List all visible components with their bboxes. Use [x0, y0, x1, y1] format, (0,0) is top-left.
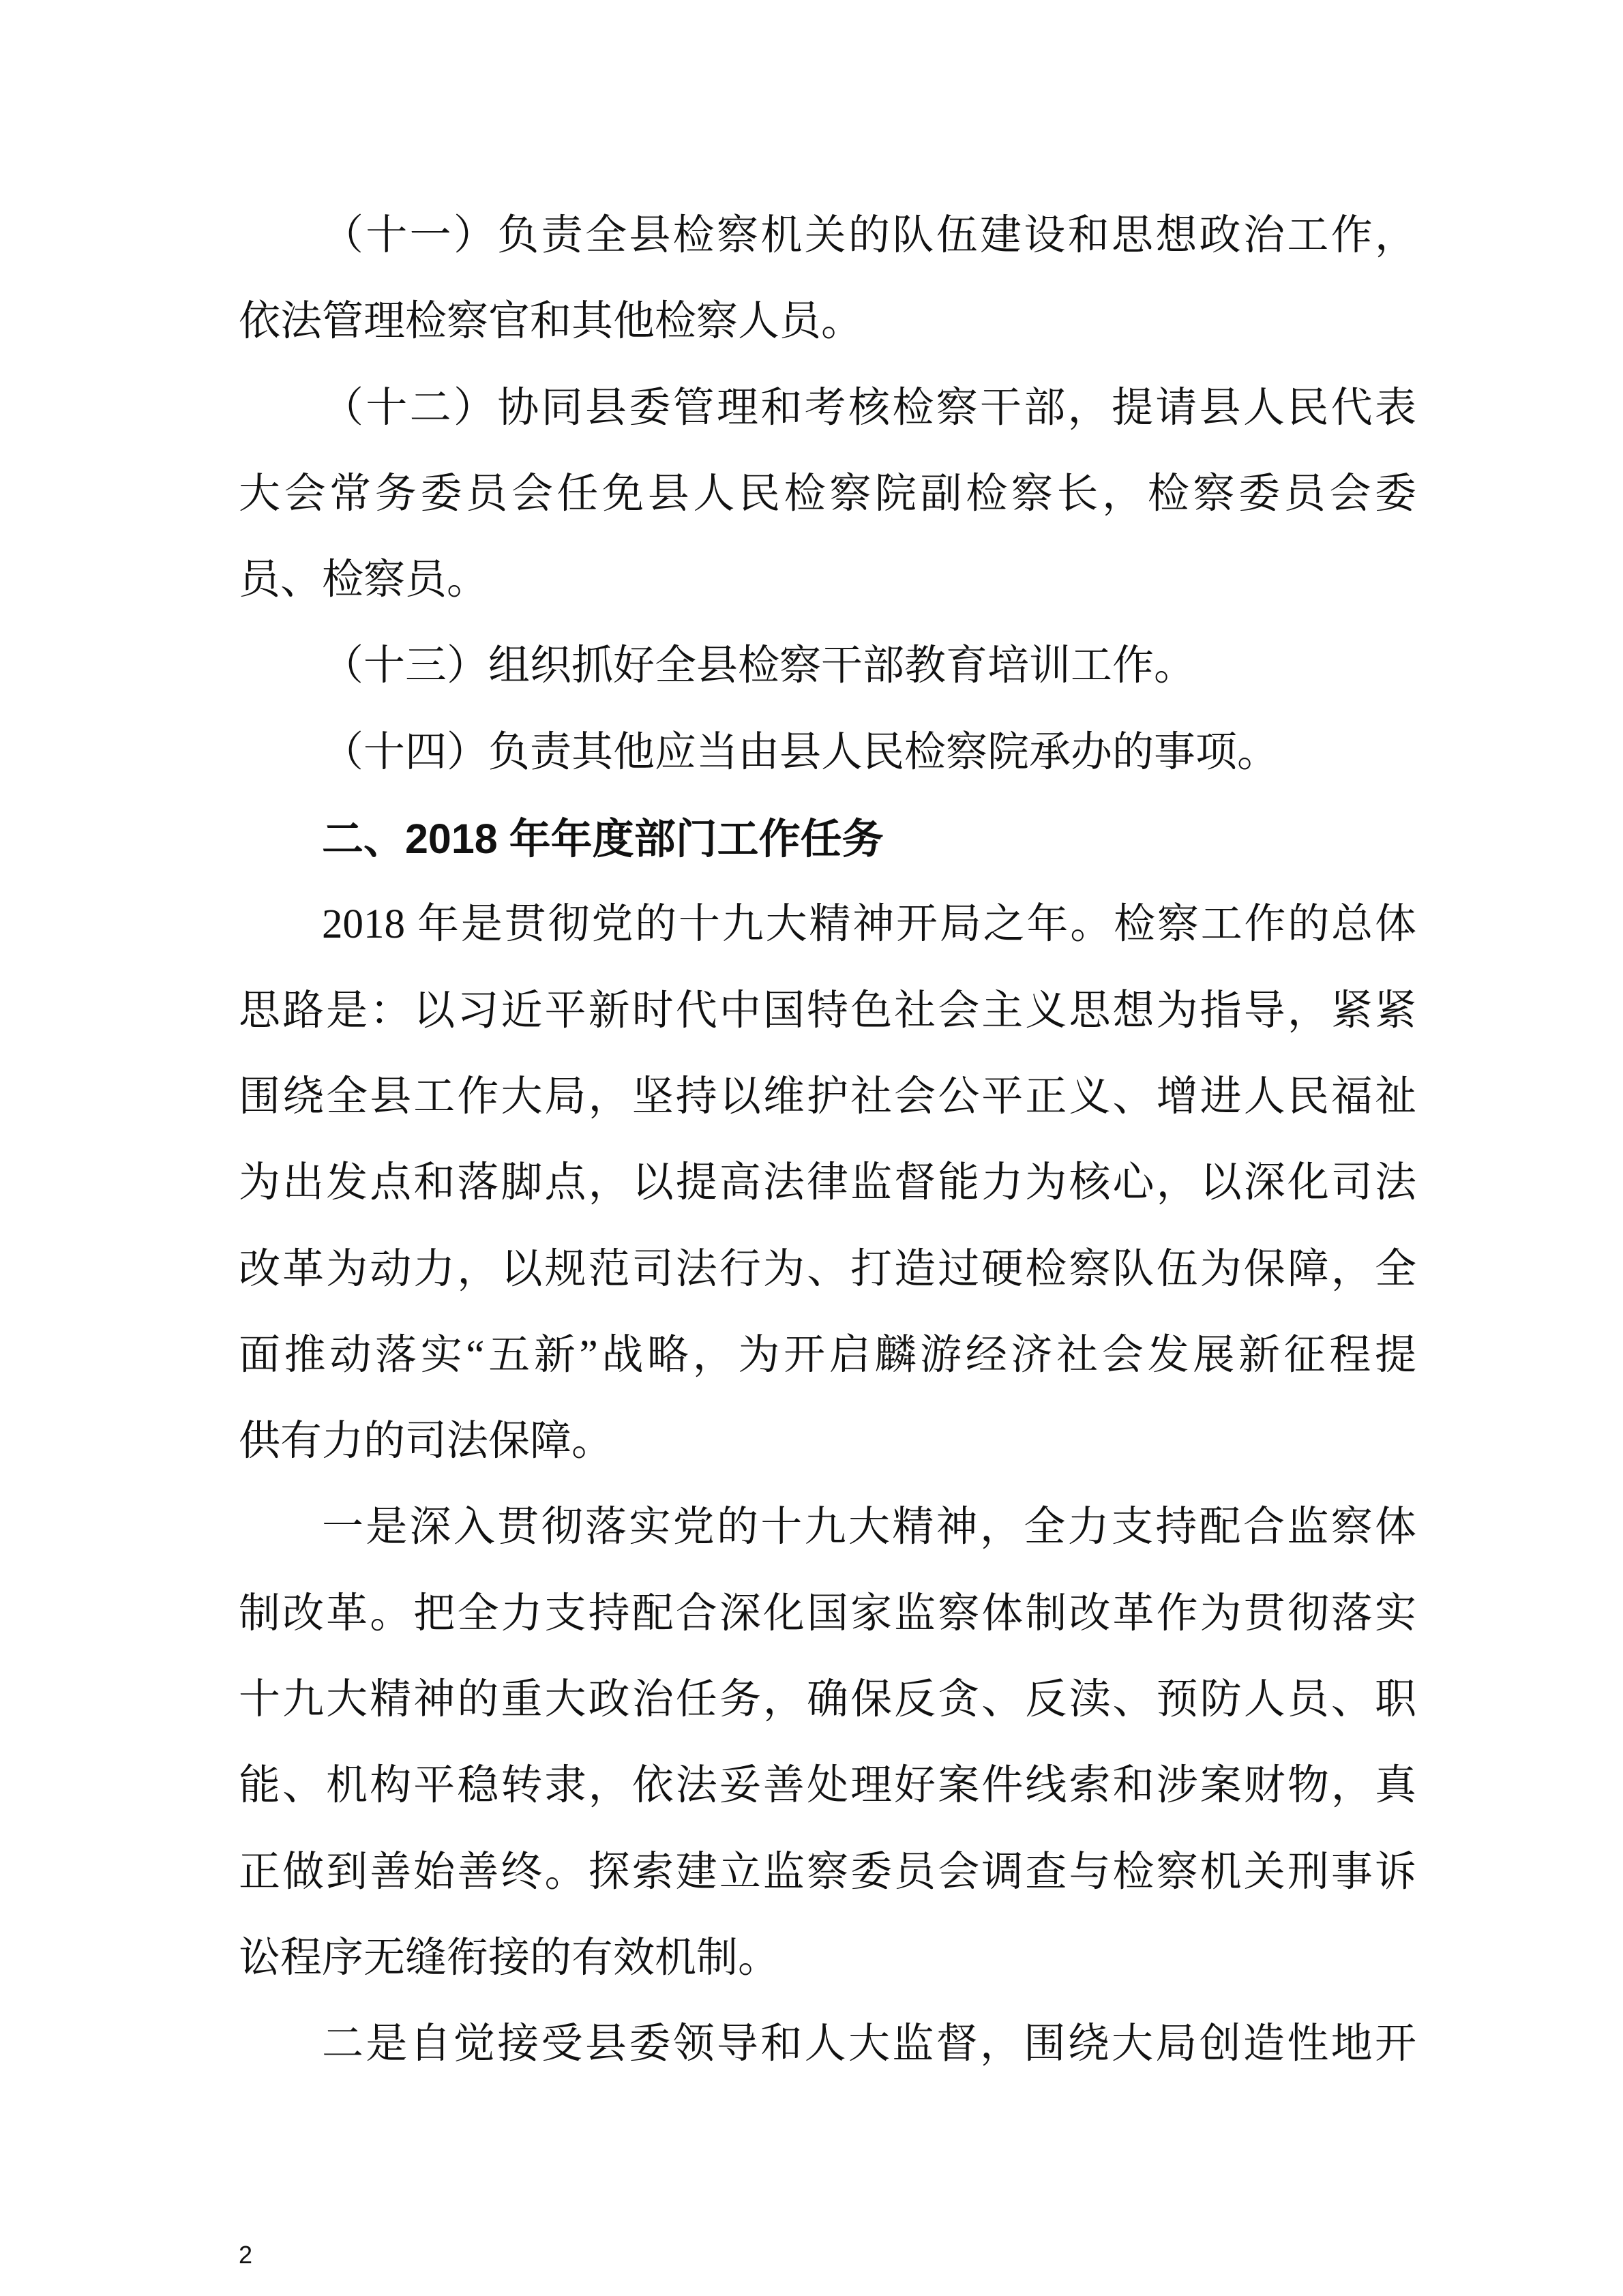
- section-paragraph-first-task: [239, 1485, 1416, 2001]
- paragraph-line: 围绕全县工作大局，坚持以维护社会公平正义、增进人民福祉: [239, 1073, 1416, 1120]
- duty-item-14: [239, 710, 1416, 796]
- paragraph-line: （十三）组织抓好全县检察干部教育培训工作。: [322, 643, 1196, 689]
- paragraph-line: （十二）协同县委管理和考核检察干部，提请县人民代表: [322, 385, 1416, 431]
- paragraph-line: 讼程序无缝衔接的有效机制。: [239, 1935, 780, 1981]
- duty-item-13: [239, 623, 1416, 709]
- section-paragraph-overview: [239, 882, 1416, 1485]
- paragraph-line: 一是深入贯彻落实党的十九大精神，全力支持配合监察体: [322, 1504, 1416, 1551]
- paragraph-line: 为出发点和落脚点，以提高法律监督能力为核心，以深化司法: [239, 1160, 1416, 1206]
- paragraph-line: 二是自觉接受县委领导和人大监督，围绕大局创造性地开: [322, 2021, 1416, 2068]
- paragraph-line: 能、机构平稳转隶，依法妥善处理好案件线索和涉案财物，真: [239, 1763, 1416, 1809]
- section-paragraph-second-task: [239, 2001, 1416, 2087]
- paragraph-line: 员、检察员。: [239, 557, 489, 603]
- paragraph-line: 供有力的司法保障。: [239, 1418, 614, 1465]
- paragraph-line: 正做到善始善终。探索建立监察委员会调查与检察机关刑事诉: [239, 1849, 1416, 1895]
- paragraph-line: （十四）负责其他应当由县人民检察院承办的事项。: [322, 729, 1279, 775]
- duty-item-12: [239, 366, 1416, 624]
- paragraph-line: 依法管理检察官和其他检察人员。: [239, 299, 863, 345]
- document-body: [239, 193, 1416, 2088]
- paragraph-line: 改革为动力，以规范司法行为、打造过硬检察队伍为保障，全: [239, 1246, 1416, 1292]
- paragraph-line: （十一）负责全县检察机关的队伍建设和思想政治工作，: [322, 213, 1416, 258]
- page-number: 2: [239, 2241, 253, 2269]
- paragraph-line: 十九大精神的重大政治任务，确保反贪、反渎、预防人员、职: [239, 1677, 1416, 1723]
- paragraph-line: 思路是：以习近平新时代中国特色社会主义思想为指导，紧紧: [239, 987, 1416, 1034]
- paragraph-line: 制改革。把全力支持配合深化国家监察体制改革作为贯彻落实: [239, 1590, 1416, 1637]
- section-heading: 二、2018 年年度部门工作任务: [322, 816, 884, 863]
- paragraph-line: 大会常务委员会任免县人民检察院副检察长，检察委员会委: [239, 471, 1416, 517]
- paragraph-line: 2018 年是贯彻党的十九大精神开局之年。检察工作的总体: [322, 901, 1416, 948]
- paragraph-line: 面推动落实“五新”战略，为开启麟游经济社会发展新征程提: [239, 1332, 1416, 1378]
- duty-item-11: [239, 193, 1416, 366]
